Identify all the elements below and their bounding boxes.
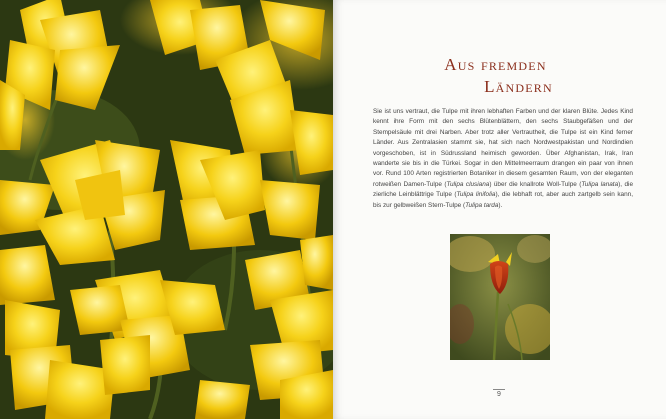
body-paragraph xyxy=(373,107,633,211)
species-name: Tulipa lanata xyxy=(581,180,619,188)
chapter-title xyxy=(333,54,666,98)
body-text-segment: Sie ist uns vertraut, die Tulpe mit ihren lebhaften Farben und der klaren Blüte. Jedes Kind kennt ihre Form mit den sechs Blütenblättern, den sechs Staubgefäßen und der Stempelsäule mit drei Narben. Aber trotz aller Vertrautheit, die Tulpe ist ein Kind ferner Länder. Aus Zentralasien stammt sie, hat sich nach Nordwestpakistan und Nordindien vorgeschoben, ist in Südrussland heimisch geworden. Über Afghanistan, Irak, Iran wanderte sie bis in die Türkei. Sogar in den Mittelmeerraum drangen ein paar von ihnen vor. Rund 100 Arten registrierten Botaniker in diesem gesamten Raum, von der eleganten rotweißen Damen-Tulpe ( xyxy=(373,108,633,188)
page-number: 9 xyxy=(497,391,501,398)
body-text-segment: ), die lebhaft rot, aber auch zartgelb sein kann, bis zur gelbweißen Stern-Tulpe ( xyxy=(373,191,633,209)
chapter-title-line-1: Aus fremden xyxy=(444,55,547,74)
red-tulip-photo xyxy=(450,234,550,360)
species-name: Tulipa tarda xyxy=(465,201,499,209)
folio-rule xyxy=(493,389,505,390)
red-tulip-image xyxy=(450,234,550,360)
body-text-segment: ). xyxy=(498,201,503,209)
species-name: Tulipa clusiana xyxy=(446,180,490,188)
body-text-segment: ), die zierliche Leinblättrige Tulpe ( xyxy=(373,180,634,199)
chapter-title-line-2: Ländern xyxy=(484,77,553,96)
body-text-segment: ) über die knallrote Woll-Tulpe ( xyxy=(489,180,582,188)
species-name: Tulipa linifolia xyxy=(456,191,496,199)
